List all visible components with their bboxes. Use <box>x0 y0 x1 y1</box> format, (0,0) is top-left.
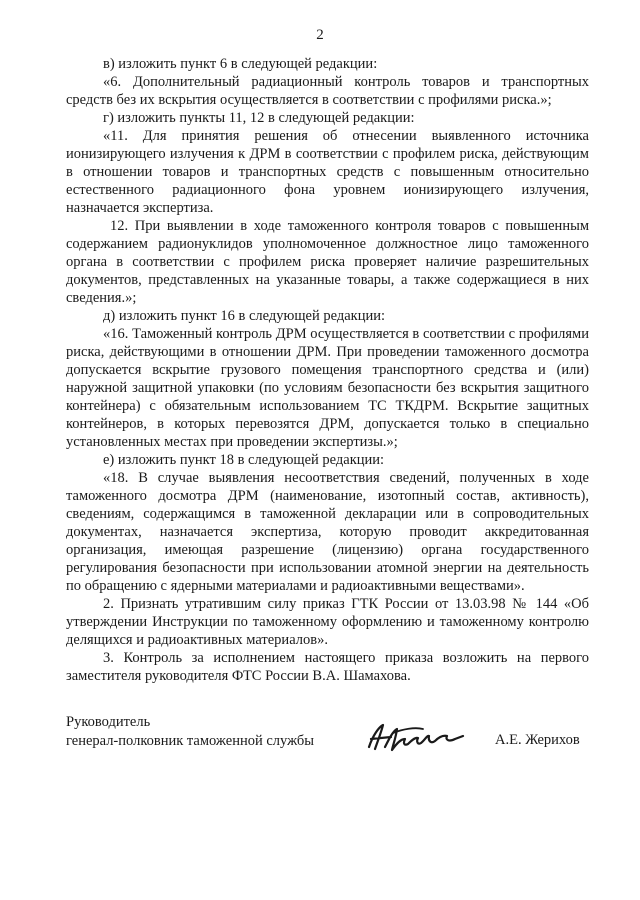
signature-block <box>66 713 314 751</box>
signatory-rank: генерал-полковник таможенной службы <box>66 733 315 749</box>
paragraph: «11. Для принятия решения об отнесении выявленного источника ионизирующего излучения к ДРМ в соответствии с профилем риска, действующим в отношении товаров и транспортных средств с повышенным относительно естественного радиационного фона уровнем ионизирующего излучения, назначается экспертиза. <box>66 128 589 216</box>
signatory-title: Руководитель <box>66 714 151 730</box>
paragraph: д) изложить пункт 16 в следующей редакции: <box>103 308 385 324</box>
paragraph: «6. Дополнительный радиационный контроль товаров и транспортных средств без их вскрытия осуществляется в соответствии с профилями риска.»; <box>66 74 589 108</box>
paragraph: г) изложить пункты 11, 12 в следующей редакции: <box>103 110 415 126</box>
paragraph: 3. Контроль за исполнением настоящего приказа возложить на первого заместителя руководителя ФТС России В.А. Шамахова. <box>66 650 589 684</box>
signatory-name: А.Е. Жерихов <box>495 732 580 748</box>
paragraph: 2. Признать утратившим силу приказ ГТК России от 13.03.98 № 144 «Об утверждении Инструкции по таможенному оформлению и таможенному контролю делящихся и радиоактивных материалов». <box>66 596 589 648</box>
paragraph: в) изложить пункт 6 в следующей редакции: <box>103 56 378 72</box>
document-body <box>66 55 589 685</box>
paragraph: 12. При выявлении в ходе таможенного контроля товаров с повышенным содержанием радионуклидов уполномоченное должностное лицо таможенного органа в соответствии с профилем риска проверяет наличие разрешительных документов, представленных на указанные товары, а также содержащиеся в них сведения.»; <box>66 218 589 306</box>
paragraph: е) изложить пункт 18 в следующей редакции: <box>103 452 385 468</box>
paragraph: «16. Таможенный контроль ДРМ осуществляется в соответствии с профилями риска, действующими в отношении ДРМ. При проведении таможенного досмотра допускается вскрытие грузового помещения транспортного средства и (или) наружной защитной упаковки (по условиям безопасности без вскрытия защитного контейнера) с обязательным использованием ТС ТКДРМ. Вскрытие защитных контейнеров, в которых перевозятся ДРМ, допускается только в специально установленных местах при проведении экспертизы.»; <box>66 326 589 450</box>
handwritten-signature <box>363 717 471 757</box>
page-number: 2 <box>316 27 324 43</box>
paragraph: «18. В случае выявления несоответствия сведений, полученных в ходе таможенного досмотра ДРМ (наименование, изотопный состав, активность), сведениям, содержащимся в таможенной декларации или в сопроводительных документах, назначается экспертиза, которую проводит аккредитованная организация, имеющая разрешение (лицензию) органа государственного регулирования безопасности при использовании атомной энергии на деятельность по обращению с ядерными материалами и радиоактивными веществами». <box>66 470 589 594</box>
